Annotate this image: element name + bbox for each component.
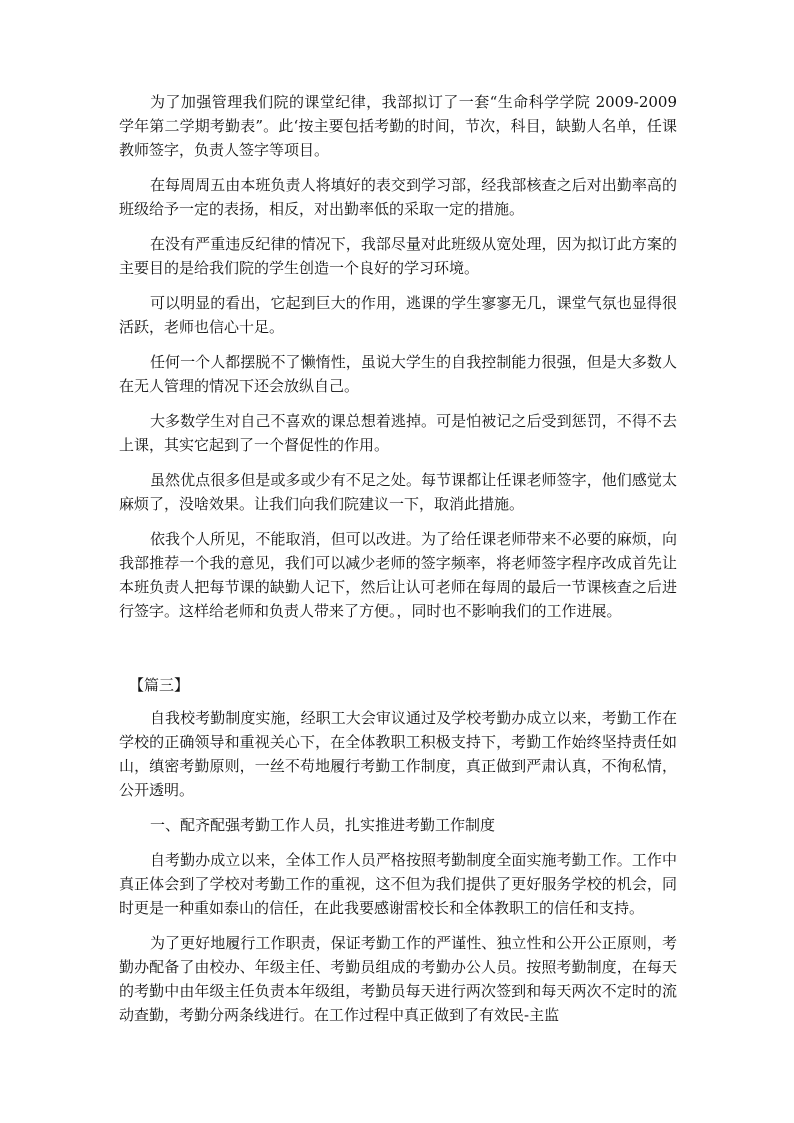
paragraph-lenient-handling: 在没有严重违反纪律的情况下，我部尽量对此班级从宽处理，因为拟订此方案的主要目的是给我们院的学生创造一个良好的学习环境。	[119, 235, 677, 277]
paragraph-attendance-system-overview: 自我校考勤制度实施，经职工大会审议通过及学校考勤办成立以来，考勤工作在学校的正确领导和重视关心下，在全体教职工积极支持下，考勤工作始终坚持责任如山，缜密考勤原则，一丝不苟地履行考勤工作制度，真正做到严肃认真，不徇私情，公开透明。	[119, 709, 677, 799]
paragraph-laziness: 任何一个人都摆脱不了懒惰性，虽说大学生的自我控制能力很强，但是大多数人在无人管理的情况下还会放纵自己。	[119, 353, 677, 395]
paragraph-shortcomings: 虽然优点很多但是或多或少有不足之处。每节课都让任课老师签字，他们感觉太麻烦了，没啥效果。让我们向我们院建议一下，取消此措施。	[119, 471, 677, 513]
paragraph-office-established: 自考勤办成立以来，全体工作人员严格按照考勤制度全面实施考勤工作。工作中真正体会到了学校对考勤工作的重视，这不但为我们提供了更好服务学校的机会，同时更是一种重如泰山的信任，在此我要感谢雷校长和全体教职工的信任和支持。	[119, 851, 677, 917]
section-heading-part-three: 【篇三】	[129, 676, 190, 694]
section-heading-wrapper	[119, 673, 677, 697]
document-page	[119, 90, 677, 1027]
paragraph-obvious-effect: 可以明显的看出，它起到巨大的作用，逃课的学生寥寥无几，课堂气氛也显得很活跃，老师也信心十足。	[119, 294, 677, 336]
paragraph-attendance-table-intro: 为了加强管理我们院的课堂纪律，我部拟订了一套“生命科学学院 2009-2009 学年第二学期考勤表”。此‘按主要包括考勤的时间，节次，科目，缺勤人名单，任课教师签字，负责人签字等项目。	[119, 93, 677, 159]
paragraph-weekly-submission: 在每周周五由本班负责人将填好的表交到学习部，经我部核查之后对出勤率高的班级给予一定的表扬，相反，对出勤率低的采取一定的措施。	[119, 176, 677, 218]
paragraph-duties-staffing: 为了更好地履行工作职责，保证考勤工作的严谨性、独立性和公开公正原则，考勤办配备了由校办、年级主任、考勤员组成的考勤办公人员。按照考勤制度，在每天的考勤中由年级主任负责本年级组，考勤员每天进行两次签到和每天两次不定时的流动查勤，考勤分两条线进行。在工作过程中真正做到了有效民-主监	[119, 934, 677, 1024]
paragraph-skip-classes: 大多数学生对自己不喜欢的课总想着逃掉。可是怕被记之后受到惩罚，不得不去上课，其实它起到了一个督促性的作用。	[119, 412, 677, 454]
subheading-staffing: 一、配齐配强考勤工作人员，扎实推进考勤工作制度	[150, 816, 496, 834]
paragraph-improvement-proposal: 依我个人所见，不能取消，但可以改进。为了给任课老师带来不必要的麻烦，向我部推荐一个我的意见，我们可以减少老师的签字频率，将老师签字程序改成首先让本班负责人把每节课的缺勤人记下，然后让认可老师在每周的最后一节课核查之后进行签字。这样给老师和负责人带来了方便。，同时也不影响我们的工作进展。	[119, 530, 677, 620]
